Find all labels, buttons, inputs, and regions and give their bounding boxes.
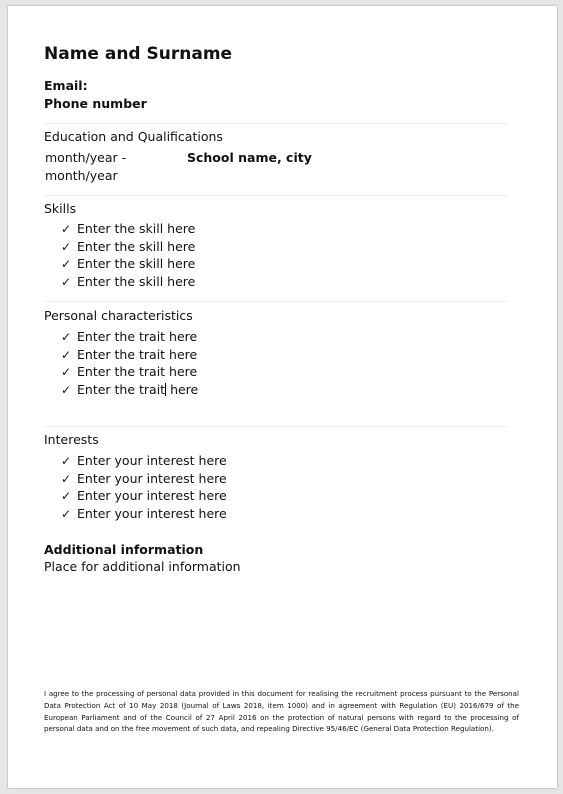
check-icon: ✓ xyxy=(61,347,72,362)
skill-text[interactable]: Enter the skill here xyxy=(77,274,196,290)
document-page[interactable] xyxy=(8,6,557,788)
list-item[interactable] xyxy=(61,363,198,381)
trait-text-after-caret[interactable]: here xyxy=(166,382,199,398)
check-icon: ✓ xyxy=(61,507,72,522)
traits-heading[interactable]: Personal characteristics xyxy=(44,308,193,323)
education-heading[interactable]: Education and Qualifications xyxy=(44,129,223,144)
list-item[interactable] xyxy=(61,273,195,291)
interests-heading[interactable]: Interests xyxy=(44,432,99,447)
list-item[interactable] xyxy=(61,220,195,238)
skill-text[interactable]: Enter the skill here xyxy=(77,256,196,272)
candidate-name[interactable]: Name and Surname xyxy=(44,44,233,64)
interest-text[interactable]: Enter your interest here xyxy=(77,506,227,522)
additional-heading[interactable]: Additional information xyxy=(44,542,204,557)
skill-text[interactable]: Enter the skill here xyxy=(77,238,196,254)
traits-list xyxy=(61,328,198,399)
check-icon: ✓ xyxy=(61,239,72,254)
list-item[interactable] xyxy=(61,470,227,488)
trait-text[interactable]: Enter the trait here xyxy=(77,329,198,344)
list-item[interactable] xyxy=(61,346,198,364)
list-item[interactable] xyxy=(61,452,227,470)
list-item[interactable] xyxy=(61,238,195,256)
section-divider xyxy=(44,123,508,124)
list-item[interactable] xyxy=(61,505,227,523)
check-icon: ✓ xyxy=(61,257,72,272)
skills-list xyxy=(61,220,195,291)
trait-text[interactable]: Enter the trait here xyxy=(77,346,198,362)
list-item[interactable] xyxy=(61,328,198,346)
education-date-end[interactable]: month/year xyxy=(45,168,118,183)
check-icon: ✓ xyxy=(61,489,72,504)
education-date-start[interactable]: month/year - xyxy=(45,150,127,165)
check-icon: ✓ xyxy=(61,471,72,486)
check-icon: ✓ xyxy=(61,222,72,236)
skills-heading[interactable]: Skills xyxy=(44,201,77,216)
interest-text[interactable]: Enter your interest here xyxy=(77,470,227,486)
additional-text[interactable]: Place for additional information xyxy=(44,559,241,574)
section-divider xyxy=(44,195,508,196)
email-label[interactable]: Email: xyxy=(44,78,88,93)
check-icon: ✓ xyxy=(61,330,72,344)
gdpr-consent-clause[interactable]: I agree to the processing of personal data provided in this document for realising the recruitment process pursuant to the Personal Data Protection Act of 10 May 2018 (Journal of Laws 2018, item 1000) and in agreement with Regulation (EU) 2016/679 of the European Parliament and of the Council of 27 April 2016 on the protection of natural persons with regard to the processing of personal data and on the free movement of such data, and repealing Directive 95/46/EC (General Data Protection Regulation). xyxy=(44,689,519,734)
skill-text[interactable]: Enter the skill here xyxy=(77,221,196,236)
interest-text[interactable]: Enter your interest here xyxy=(77,453,227,468)
trait-text[interactable]: Enter the trait here xyxy=(77,364,198,380)
interests-list xyxy=(61,452,227,523)
section-divider xyxy=(44,301,508,302)
education-school[interactable]: School name, city xyxy=(187,150,312,165)
section-divider xyxy=(44,426,508,427)
list-item[interactable] xyxy=(61,487,227,505)
check-icon: ✓ xyxy=(61,275,72,290)
list-item[interactable] xyxy=(61,255,195,273)
phone-label[interactable]: Phone number xyxy=(44,96,147,111)
check-icon: ✓ xyxy=(61,383,72,398)
check-icon: ✓ xyxy=(61,365,72,380)
interest-text[interactable]: Enter your interest here xyxy=(77,488,227,504)
check-icon: ✓ xyxy=(61,454,72,468)
list-item[interactable] xyxy=(61,381,198,399)
trait-text-before-caret[interactable]: Enter the trait xyxy=(77,382,166,398)
